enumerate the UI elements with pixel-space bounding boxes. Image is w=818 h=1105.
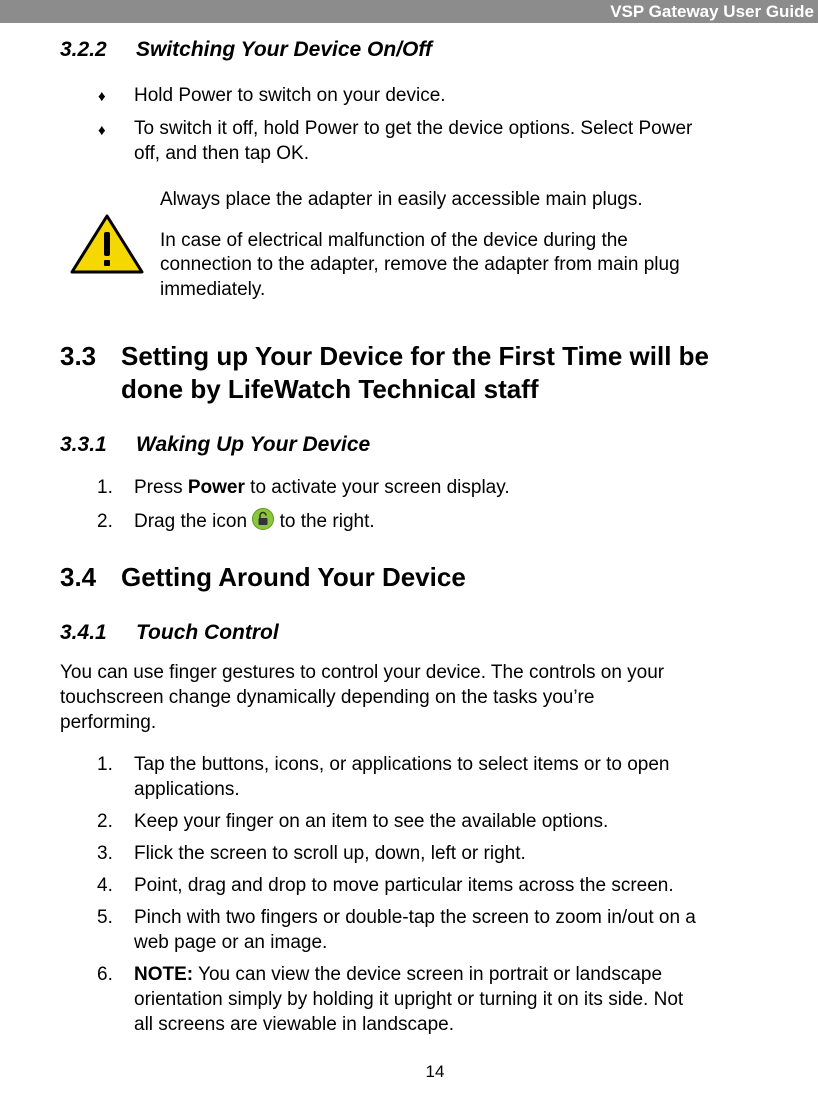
section-3-3-1-title: Waking Up Your Device [136, 433, 371, 456]
step-text: Drag the icon to the right. [134, 508, 375, 534]
step-text: Press Power to activate your screen display. [134, 477, 510, 498]
list-number: 6. [97, 964, 113, 985]
list-number: 3. [97, 843, 113, 864]
list-item-text: Tap the buttons, icons, or applications to select items or to open [134, 754, 670, 775]
section-3-3-title: done by LifeWatch Technical staff [121, 374, 539, 404]
section-3-4-1-title: Touch Control [136, 621, 279, 644]
note-text: NOTE: You can view the device screen in portrait or landscape [134, 964, 663, 985]
unlock-icon [252, 508, 274, 530]
list-item-text: Point, drag and drop to move particular items across the screen. [134, 875, 674, 896]
paragraph-line: You can use finger gestures to control your device. The controls on your [60, 662, 665, 683]
list-item-text: web page or an image. [134, 932, 328, 953]
section-3-4-1-number: 3.4.1 [60, 621, 107, 644]
section-3-4-title: Getting Around Your Device [121, 562, 466, 592]
header-title: VSP Gateway User Guide [610, 2, 814, 21]
note-label: NOTE: [134, 964, 194, 985]
list-number: 5. [97, 907, 113, 928]
step-number: 2. [97, 511, 113, 532]
header-bar [0, 0, 818, 23]
list-number: 1. [97, 754, 113, 775]
bullet-text: off, and then tap OK. [134, 143, 309, 164]
paragraph-line: touchscreen change dynamically depending on the tasks you’re [60, 687, 595, 708]
bullet-icon: ♦ [98, 122, 106, 139]
bullet-text: To switch it off, hold Power to get the device options. Select Power [134, 118, 693, 139]
list-number: 2. [97, 811, 113, 832]
note-text: orientation simply by holding it upright or turning it on its side. Not [134, 989, 684, 1010]
section-3-2-2-title: Switching Your Device On/Off [136, 38, 432, 61]
section-3-3-number: 3.3 [60, 341, 97, 371]
bullet-text: Hold Power to switch on your device. [134, 85, 446, 106]
list-item-text: Keep your finger on an item to see the available options. [134, 811, 609, 832]
list-item-text: applications. [134, 779, 240, 800]
bullet-icon: ♦ [98, 88, 106, 105]
step-number: 1. [97, 477, 113, 498]
section-3-3-title: Setting up Your Device for the First Time will be [121, 341, 709, 371]
warning-text: In case of electrical malfunction of the device during the [160, 230, 628, 251]
warning-text: connection to the adapter, remove the adapter from main plug [160, 254, 680, 275]
list-item-text: Pinch with two fingers or double-tap the screen to zoom in/out on a [134, 907, 696, 928]
warning-icon [70, 214, 144, 274]
section-3-4-number: 3.4 [60, 562, 97, 592]
paragraph-line: performing. [60, 712, 157, 733]
list-number: 4. [97, 875, 113, 896]
section-3-3-1-number: 3.3.1 [60, 433, 107, 456]
warning-text: immediately. [160, 279, 266, 300]
page-number: 14 [425, 1062, 445, 1081]
warning-text: Always place the adapter in easily accessible main plugs. [160, 189, 643, 210]
power-bold: Power [187, 477, 245, 498]
section-3-2-2-number: 3.2.2 [60, 38, 107, 61]
note-text: all screens are viewable in landscape. [134, 1014, 455, 1035]
list-item-text: Flick the screen to scroll up, down, left or right. [134, 843, 526, 864]
